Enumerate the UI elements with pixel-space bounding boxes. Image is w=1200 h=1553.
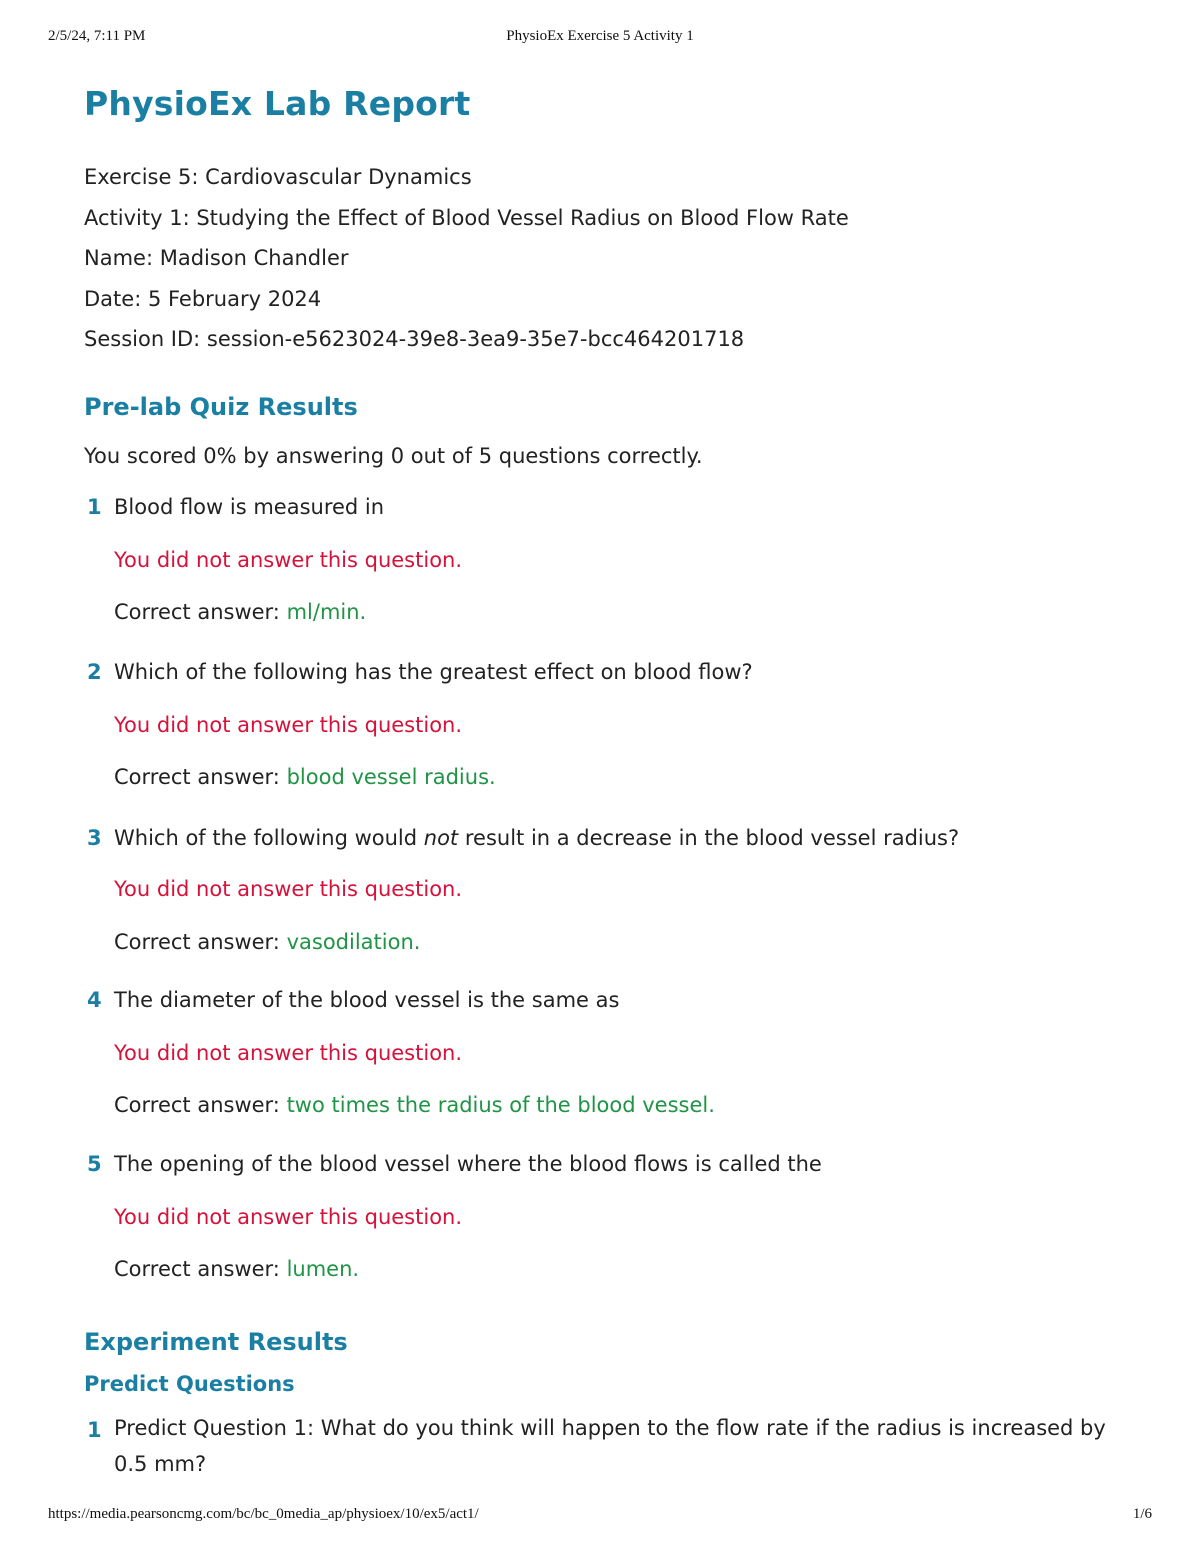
- question-text: Which of the following has the greatest effect on blood flow?: [114, 659, 753, 684]
- student-name: Name: Madison Chandler: [84, 246, 349, 270]
- quiz-question: [84, 1144, 1144, 1289]
- correct-answer: [114, 592, 1144, 632]
- report-title: PhysioEx Lab Report: [84, 84, 471, 123]
- question-text: The opening of the blood vessel where the blood flows is called the: [114, 1151, 822, 1176]
- question-text: [114, 818, 1144, 858]
- page-number: 1/6: [1132, 1506, 1152, 1522]
- question-text: Predict Question 1: What do you think will happen to the flow rate if the radius is increased by 0.5 mm?: [114, 1415, 1106, 1476]
- correct-answer: [114, 757, 1144, 797]
- correct-answer: [114, 1085, 1144, 1125]
- question-text: The diameter of the blood vessel is the same as: [114, 987, 620, 1012]
- unanswered-notice: You did not answer this question.: [114, 1204, 463, 1229]
- report-meta: [84, 157, 1144, 360]
- question-text-start: Which of the following would: [114, 825, 418, 850]
- question-text-end: result in a decrease in the blood vessel radius?: [464, 825, 960, 850]
- print-header: [48, 28, 1152, 48]
- lab-report: [84, 80, 1144, 1482]
- session-id: Session ID: session-e5623024-39e8-3ea9-35e7-bcc464201718: [84, 327, 745, 351]
- report-date: Date: 5 February 2024: [84, 286, 322, 311]
- question-number: 4: [87, 987, 102, 1012]
- predict-question: [84, 1410, 1144, 1482]
- quiz-question: [84, 652, 1144, 797]
- correct-answer-value: ml/min.: [286, 599, 367, 624]
- unanswered-notice: You did not answer this question.: [114, 712, 463, 737]
- correct-answer-value: blood vessel radius.: [286, 764, 496, 789]
- correct-answer: [114, 922, 1144, 962]
- correct-answer-value: lumen.: [286, 1256, 360, 1281]
- activity-line: Activity 1: Studying the Effect of Blood Vessel Radius on Blood Flow Rate: [84, 205, 849, 230]
- quiz-question: [84, 980, 1144, 1125]
- correct-answer-value: vasodilation.: [286, 929, 421, 954]
- question-number: 2: [87, 659, 102, 684]
- correct-answer-label: Correct answer:: [114, 764, 280, 789]
- prelab-score: You scored 0% by answering 0 out of 5 questions correctly.: [84, 443, 703, 468]
- question-number: 1: [87, 494, 102, 519]
- unanswered-notice: You did not answer this question.: [114, 1040, 463, 1065]
- correct-answer-label: Correct answer:: [114, 1256, 280, 1281]
- correct-answer-label: Correct answer:: [114, 1092, 280, 1117]
- quiz-question: [84, 818, 1144, 962]
- correct-answer-value: two times the radius of the blood vessel.: [286, 1092, 715, 1117]
- predict-heading: Predict Questions: [84, 1371, 295, 1396]
- quiz-question: [84, 487, 1144, 632]
- correct-answer-label: Correct answer:: [114, 599, 280, 624]
- print-page-title: PhysioEx Exercise 5 Activity 1: [506, 28, 694, 44]
- correct-answer: [114, 1249, 1144, 1289]
- unanswered-notice: You did not answer this question.: [114, 547, 463, 572]
- print-url: https://media.pearsoncmg.com/bc/bc_0media_ap/physioex/10/ex5/act1/: [48, 1506, 479, 1522]
- correct-answer-label: Correct answer:: [114, 929, 280, 954]
- question-number: 1: [87, 1417, 102, 1442]
- print-footer: [48, 1506, 1152, 1526]
- unanswered-notice: You did not answer this question.: [114, 876, 463, 901]
- print-datetime: 2/5/24, 7:11 PM: [48, 28, 146, 44]
- question-text-emphasis: not: [423, 825, 459, 850]
- experiment-heading: Experiment Results: [84, 1327, 348, 1356]
- question-number: 3: [87, 825, 102, 850]
- exercise-line: Exercise 5: Cardiovascular Dynamics: [84, 165, 472, 189]
- question-text: Blood flow is measured in: [114, 494, 385, 519]
- question-number: 5: [87, 1151, 102, 1176]
- prelab-heading: Pre-lab Quiz Results: [84, 392, 358, 421]
